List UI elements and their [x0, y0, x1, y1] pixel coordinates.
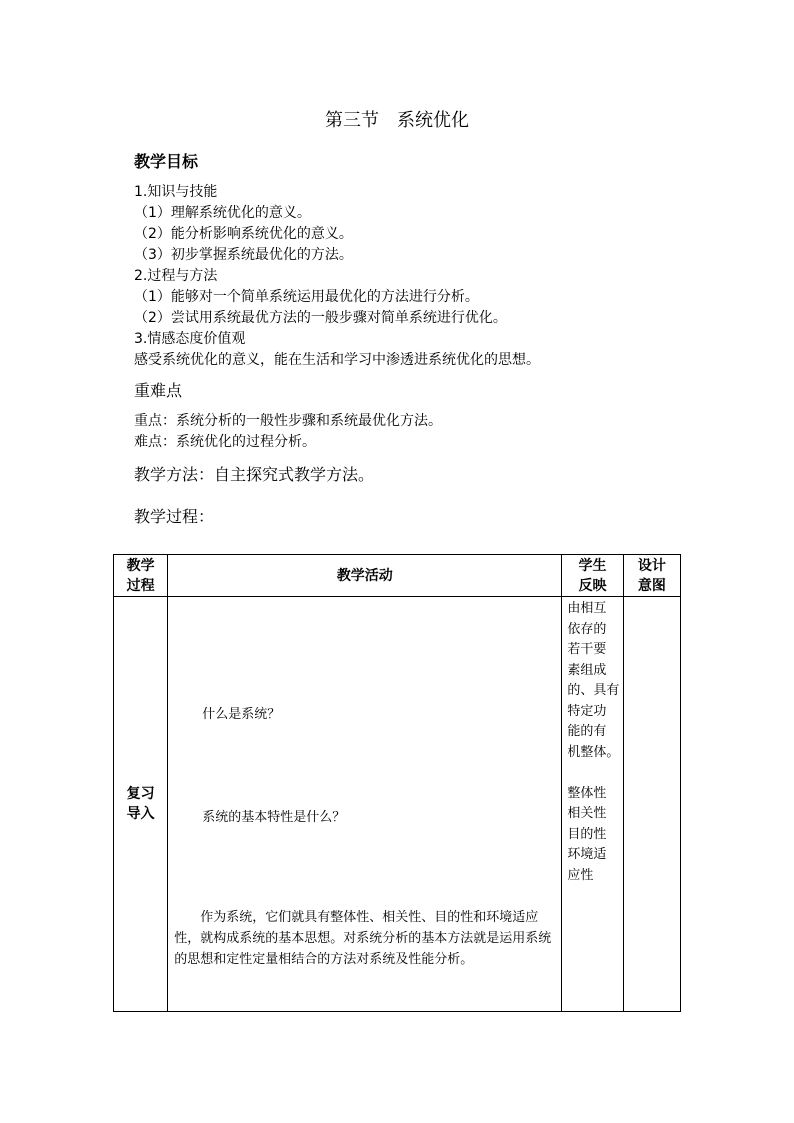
header-response: 学生 反映 — [562, 555, 623, 597]
table-header-row — [114, 555, 681, 597]
objective-item: （1）能够对一个简单系统运用最优化的方法进行分析。 — [134, 289, 479, 305]
activity-cell — [168, 597, 562, 1012]
objective-section-1-label: 1.知识与技能 — [134, 184, 218, 200]
keypoints-heading: 重难点 — [134, 381, 183, 400]
header-activity: 教学活动 — [168, 555, 562, 597]
objectives-heading: 教学目标 — [134, 152, 199, 171]
teaching-process-label: 教学过程： — [134, 507, 215, 526]
difficult-point: 难点：系统优化的过程分析。 — [134, 434, 316, 450]
objective-item: （2）能分析影响系统优化的意义。 — [134, 226, 353, 242]
objective-item: （3）初步掌握系统最优化的方法。 — [134, 247, 353, 263]
objective-item: （1）理解系统优化的意义。 — [134, 205, 311, 221]
question-system-characteristics: 系统的基本特性是什么？ — [202, 810, 346, 825]
design-cell — [623, 597, 680, 1012]
objective-section-3-label: 3.情感态度价值观 — [134, 331, 246, 347]
teaching-method: 教学方法：自主探究式教学方法。 — [134, 465, 375, 484]
table-row — [114, 597, 681, 1012]
objective-section-3-text: 感受系统优化的意义，能在生活和学习中渗透进系统优化的思想。 — [134, 352, 540, 368]
teaching-process-table — [113, 554, 681, 1012]
activity-paragraph: 作为系统，它们就具有整体性、相关性、目的性和环境适应性，就构成系统的基本思想。对系统分析的基本方法就是运用系统的思想和定性定量相结合的方法对系统及性能分析。 — [174, 910, 552, 967]
header-stage: 教学 过程 — [114, 555, 168, 597]
stage-cell: 复习 导入 — [114, 597, 168, 1012]
page-title: 第三节 系统优化 — [325, 110, 469, 131]
header-design: 设计 意图 — [623, 555, 680, 597]
objective-section-2-label: 2.过程与方法 — [134, 268, 218, 284]
key-point: 重点：系统分析的一般性步骤和系统最优化方法。 — [134, 413, 442, 429]
question-what-is-system: 什么是系统？ — [202, 707, 281, 722]
response-cell: 由相互 依存的 若干要 素组成 的、具有 特定功 能的有 机整体。 整体性 相关性 目的性 环境适 应性 — [562, 597, 623, 1012]
objective-item: （2）尝试用系统最优方法的一般步骤对简单系统进行优化。 — [134, 310, 507, 326]
